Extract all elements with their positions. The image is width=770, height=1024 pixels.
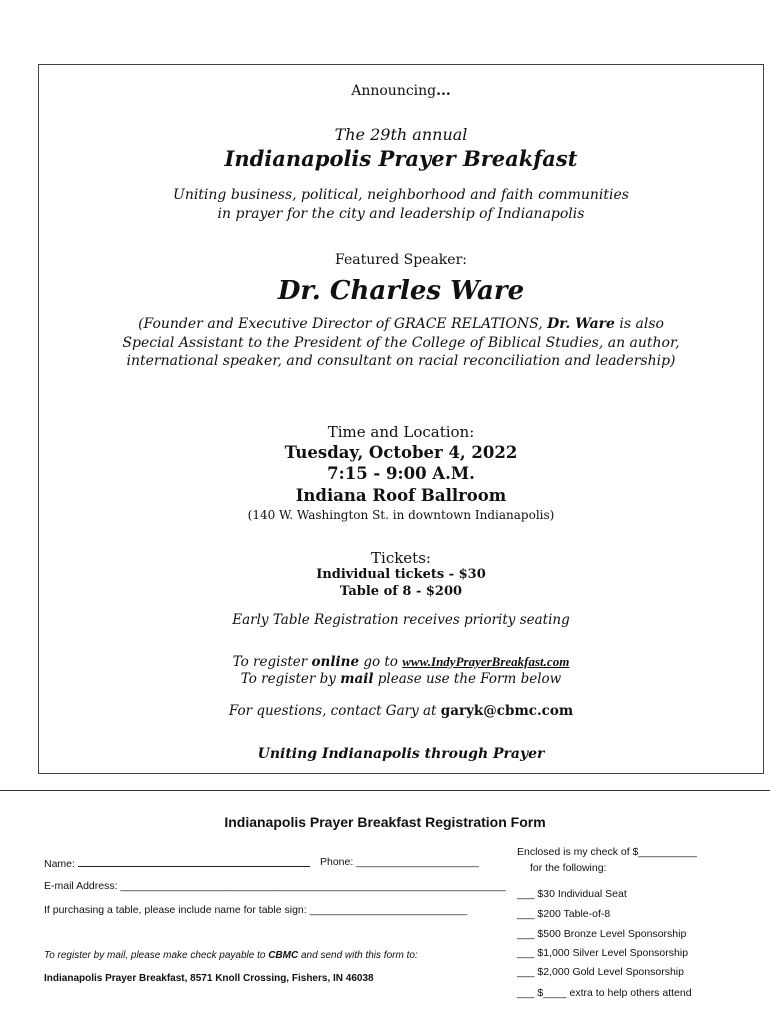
mail-instructions xyxy=(44,950,418,961)
payee-name: CBMC xyxy=(268,950,299,961)
event-time: 7:15 - 9:00 A.M. xyxy=(327,464,475,483)
register-mail-emphasis: mail xyxy=(340,671,374,687)
annual-line: The 29th annual xyxy=(334,125,468,144)
register-text: To register by xyxy=(240,671,341,687)
venue-address: (140 W. Washington St. in downtown Indianapolis) xyxy=(247,508,555,522)
register-text: go to xyxy=(359,654,403,670)
option-table-of-8[interactable]: ___ $200 Table-of-8 xyxy=(517,908,611,920)
phone-row xyxy=(320,856,479,868)
register-text: To register xyxy=(232,654,312,670)
time-location-label: Time and Location: xyxy=(327,423,475,441)
email-field[interactable]: __________________________________________________________________ xyxy=(120,880,506,892)
announcing-ellipsis: ... xyxy=(436,83,451,99)
bio-speaker-name: Dr. Ware xyxy=(547,316,615,332)
enclosed-check-line[interactable]: Enclosed is my check of $__________ xyxy=(517,846,697,858)
questions-text: For questions, contact Gary at xyxy=(228,703,441,719)
enclosed-for-line: for the following: xyxy=(530,862,607,874)
mailing-address: Indianapolis Prayer Breakfast, 8571 Knoll Crossing, Fishers, IN 46038 xyxy=(44,973,374,984)
option-extra-donation[interactable]: ___ $____ extra to help others attend xyxy=(517,987,692,999)
featured-speaker-label: Featured Speaker: xyxy=(335,252,467,268)
name-label: Name: xyxy=(44,858,75,870)
bio-text: is also xyxy=(614,316,664,332)
ticket-table: Table of 8 - $200 xyxy=(339,584,463,599)
name-row xyxy=(44,856,310,870)
form-title: Indianapolis Prayer Breakfast Registration Form xyxy=(224,814,546,830)
speaker-bio-line-3: international speaker, and consultant on racial reconciliation and leadership) xyxy=(126,353,676,369)
mail-instructions-text: and send with this form to: xyxy=(298,950,418,961)
event-venue: Indiana Roof Ballroom xyxy=(295,486,507,505)
tagline-line-2: in prayer for the city and leadership of Indianapolis xyxy=(217,206,585,222)
register-text: please use the Form below xyxy=(373,671,562,687)
early-registration-note: Early Table Registration receives priority seating xyxy=(232,612,570,628)
speaker-name: Dr. Charles Ware xyxy=(277,276,525,306)
closing-slogan: Uniting Indianapolis through Prayer xyxy=(257,746,545,762)
tickets-label: Tickets: xyxy=(371,549,431,567)
table-name-row xyxy=(44,904,467,916)
phone-label: Phone: xyxy=(320,856,354,868)
registration-website-link[interactable]: www.IndyPrayerBreakfast.com xyxy=(402,654,570,669)
phone-field[interactable]: _____________________ xyxy=(356,856,479,868)
tagline-line-1: Uniting business, political, neighborhood and faith communities xyxy=(173,187,629,203)
option-silver-sponsorship[interactable]: ___ $1,000 Silver Level Sponsorship xyxy=(517,947,689,959)
bio-text: (Founder and Executive Director of GRACE RELATIONS, xyxy=(138,316,548,332)
mail-instructions-text: To register by mail, please make check payable to xyxy=(44,950,269,961)
speaker-bio-line-2: Special Assistant to the President of the College of Biblical Studies, an author, xyxy=(122,335,680,351)
option-individual-seat[interactable]: ___ $30 Individual Seat xyxy=(517,888,627,900)
register-online-emphasis: online xyxy=(311,654,360,670)
option-gold-sponsorship[interactable]: ___ $2,000 Gold Level Sponsorship xyxy=(517,966,684,978)
option-bronze-sponsorship[interactable]: ___ $500 Bronze Level Sponsorship xyxy=(517,928,687,940)
email-label: E-mail Address: xyxy=(44,880,118,892)
event-title: Indianapolis Prayer Breakfast xyxy=(224,146,578,171)
table-name-label: If purchasing a table, please include name for table sign: xyxy=(44,904,307,916)
name-field[interactable] xyxy=(78,856,310,867)
ticket-individual: Individual tickets - $30 xyxy=(316,567,486,582)
table-name-field[interactable]: ___________________________ xyxy=(309,904,468,916)
contact-email-link[interactable]: garyk@cbmc.com xyxy=(440,703,574,719)
event-date: Tuesday, October 4, 2022 xyxy=(284,443,518,462)
email-row xyxy=(44,880,506,892)
announcing-text: Announcing xyxy=(351,83,437,99)
